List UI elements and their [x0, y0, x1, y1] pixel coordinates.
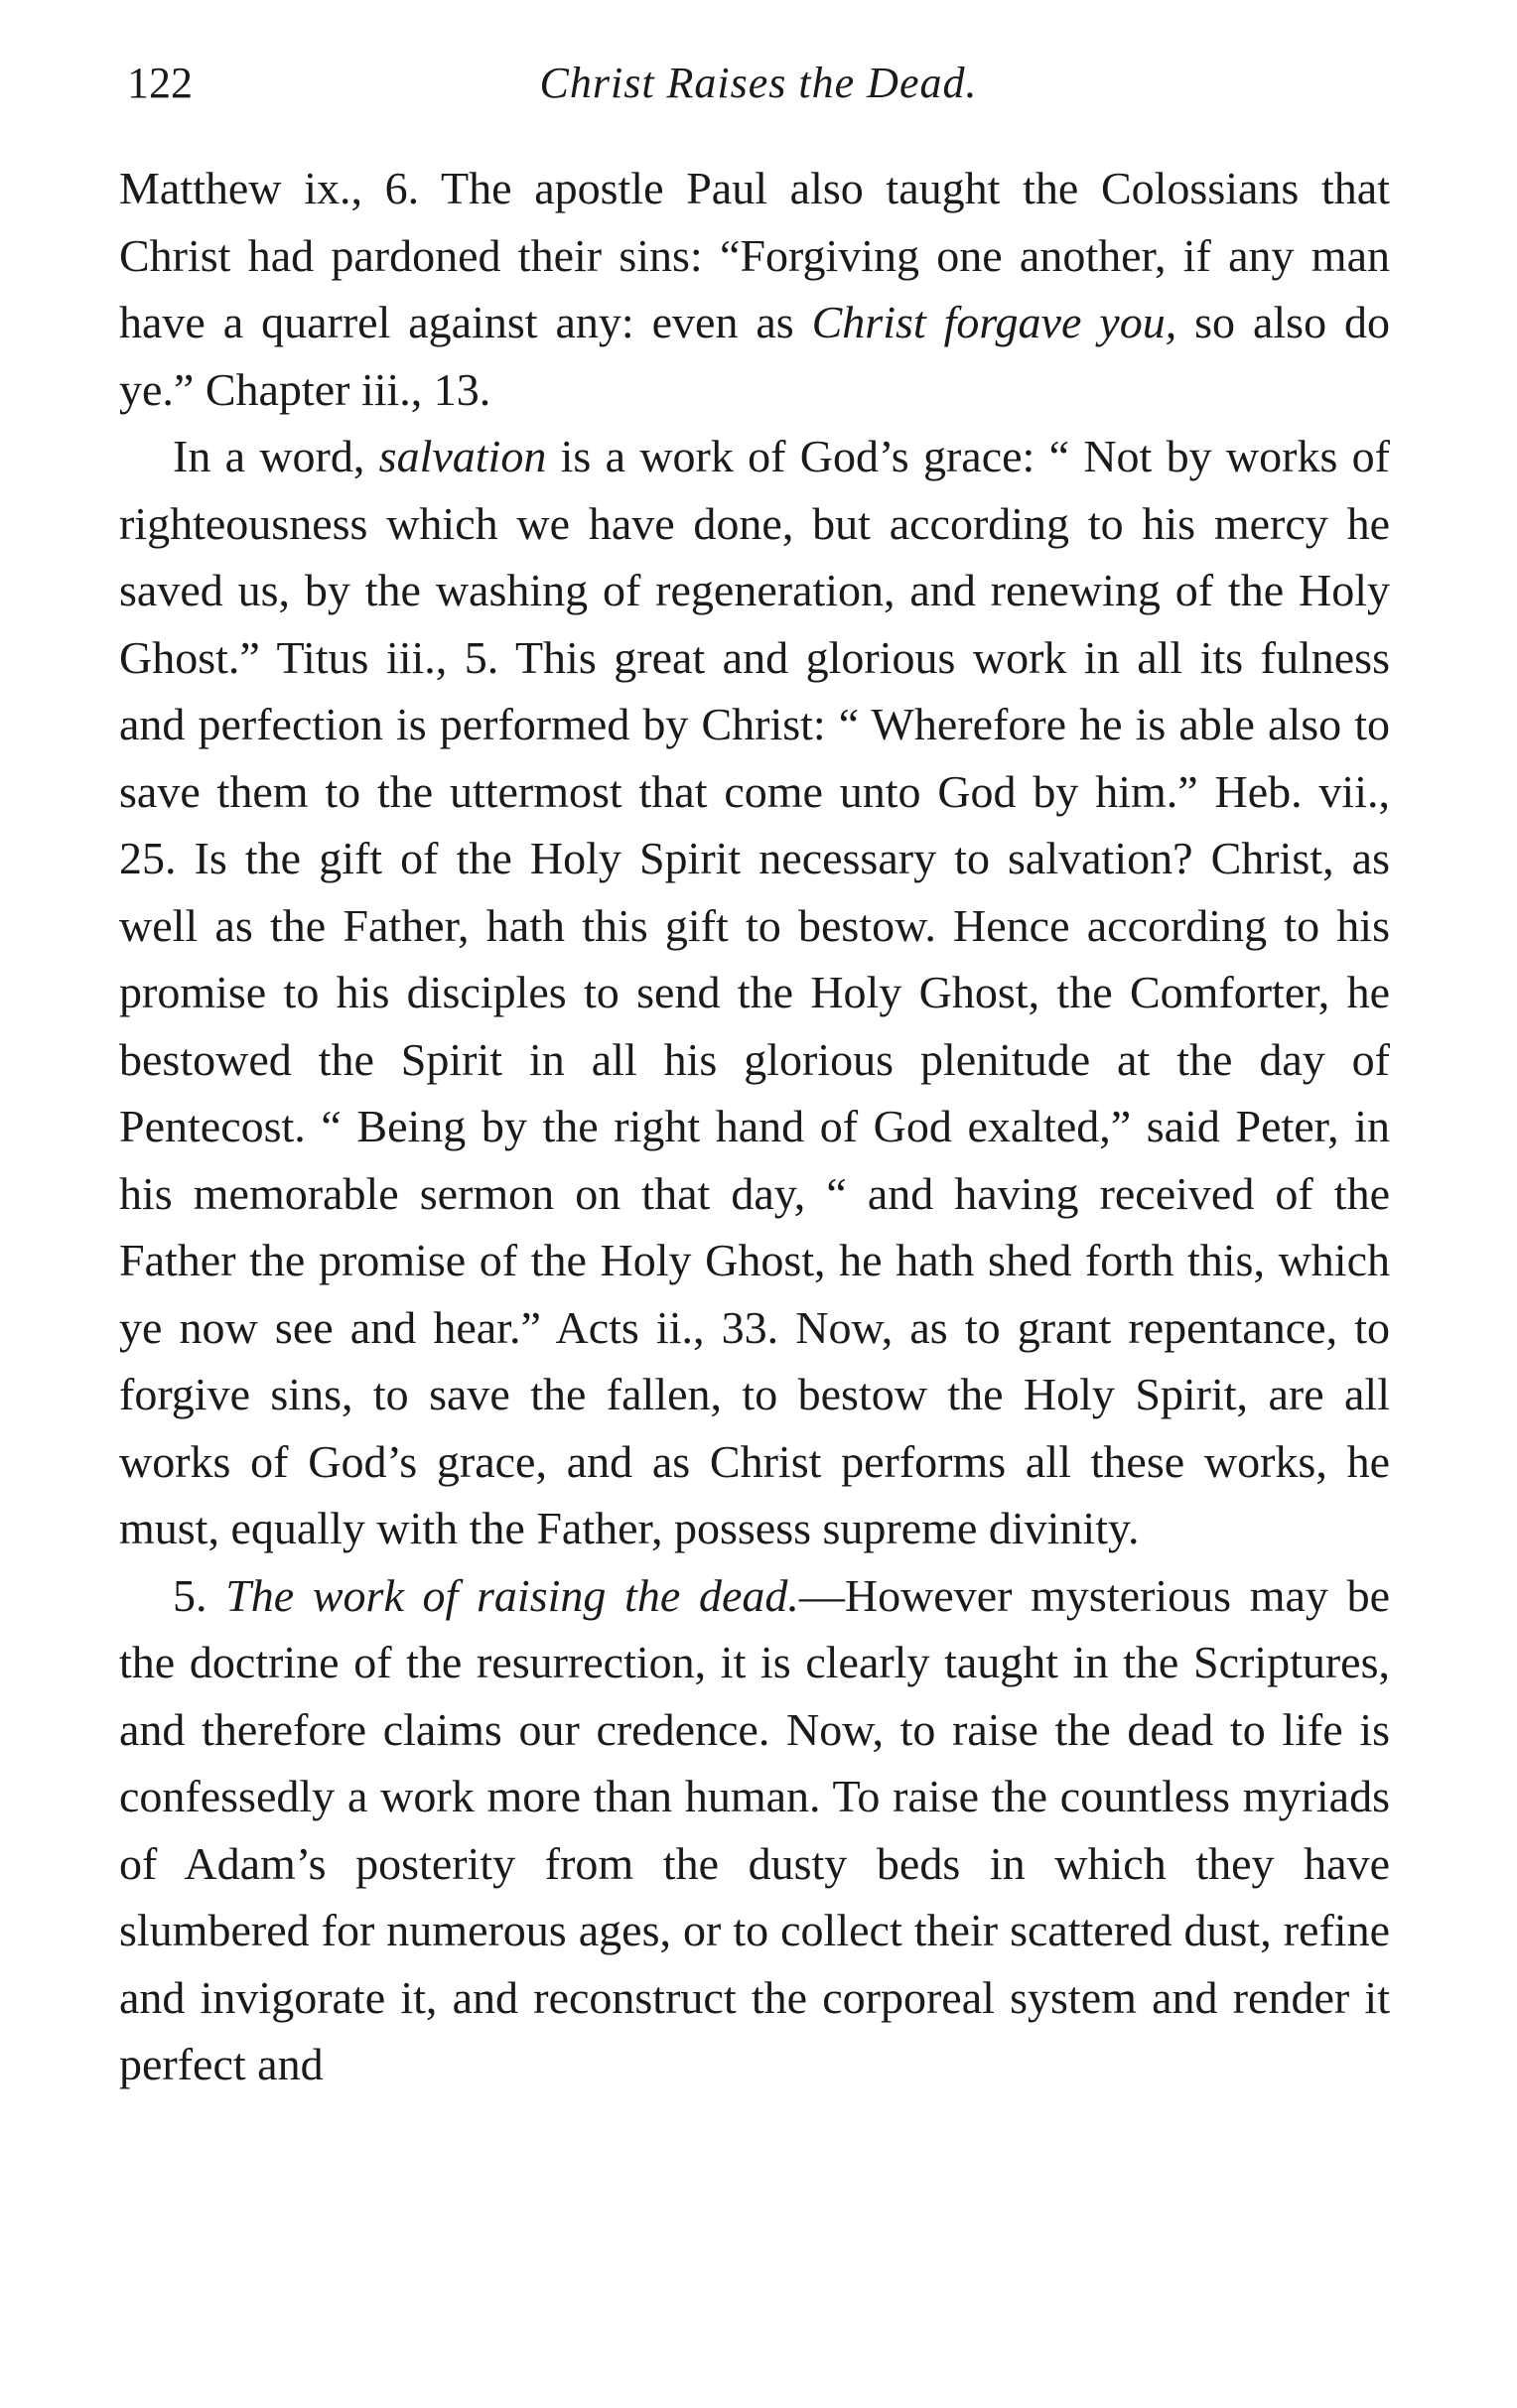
section-number: 5. — [173, 1569, 226, 1621]
italic-phrase: Christ forgave you, — [811, 297, 1177, 347]
paragraph-raising-the-dead — [119, 1562, 1390, 2098]
text-segment: —However mysterious may be the doctrine of the resurrection, it is clearly taught in the Scriptures, and therefore claims our credence. Now, to raise the dead to life is confessedly a work more than human. To raise the countless myriads of Adam’s posterity from the dusty beds in which they have slumbered for numerous ages, or to collect their scattered dust, refine and invigorate it, and reconstruct the corporeal system and render it perfect and — [119, 1569, 1390, 2089]
page-number: 122 — [127, 59, 193, 107]
text-segment: Matthew ix., 6. The apostle Paul also taught the Colossians that Christ had pardoned their sins: “Forgiving one another, if any man have a quarrel against any: even as — [119, 163, 1390, 347]
paragraph-continuation — [119, 155, 1390, 423]
text-segment: is a work of God’s grace: “ Not by works of righteousness which we have done, but according to his mercy he saved us, by the washing of regeneration, and renewing of the Holy Ghost.” Titus iii., 5. This great and glorious work in all its fulness and perfection is performed by Christ: “ Wherefore he is able also to save them to the uttermost that come unto God by him.” Heb. vii., 25. Is the gift of the Holy Spirit necessary to salvation? Christ, as well as the Father, hath this gift to bestow. Hence according to his promise to his disciples to send the Holy Ghost, the Comforter, he bestowed the Spirit in all his glorious plenitude at the day of Pentecost. “ Being by the right hand of God exalted,” said Peter, in his memorable sermon on that day, “ and having received of the Father the promise of the Holy Ghost, he hath shed forth this, which ye now see and hear.” Acts ii., 33. Now, as to grant repentance, to forgive sins, to save the fallen, to bestow the Holy Spirit, are all works of God’s grace, and as Christ performs all these works, he must, equally with the Father, possess supreme divinity. — [119, 431, 1390, 1553]
italic-word: salvation — [378, 431, 547, 481]
page-header — [119, 52, 1398, 121]
text-segment: In a word, — [173, 431, 379, 481]
section-heading: The work of raising the dead. — [225, 1569, 799, 1621]
paragraph-salvation — [119, 423, 1390, 1562]
body-text — [119, 155, 1390, 2098]
running-title: Christ Raises the Dead. — [539, 59, 978, 107]
text-segment: so also do ye.” Chapter iii., 13. — [119, 297, 1390, 415]
